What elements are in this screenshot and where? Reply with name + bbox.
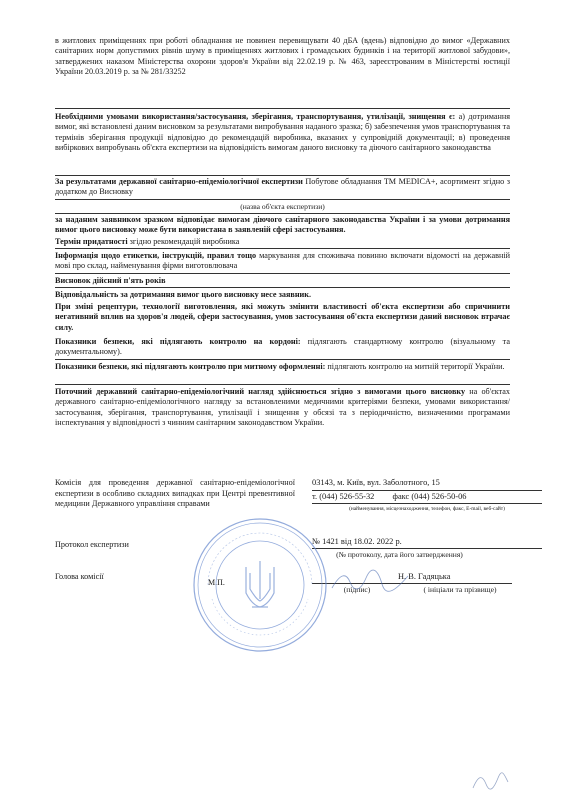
paragraph-validity (55, 276, 510, 286)
usage-conditions-heading: Необхідними умовами використання/застосування, зберігання, транспортування, утилізації, знищення є: (55, 112, 456, 121)
divider (55, 175, 510, 176)
head-name: Н. В. Гадяцька (398, 572, 451, 581)
customs-control-heading: Показники безпеки, які підлягають контролю при митному оформленні: (55, 362, 326, 371)
object-name-caption: (назва об'єкта експертизи) (240, 202, 325, 211)
noise-limit-text: в житлових приміщеннях при роботі обладнання не повинен перевищувати 40 дБА (вдень) відповідно до вимог «Державних санітарних норм допустимих рівнів шуму в приміщеннях житлових і громадських будинків і на території житлової забудови», затверджених наказом Міністерства охорони здоров'я України від 22.02.19 р. № 463, зареєстрованим в Міністерстві юстиції України 20.03.2019 р. за № 281/33252 (55, 36, 510, 77)
initials-caption: ( ініціали та прізвище) (423, 585, 497, 594)
customs-control-text: підлягають контролю на митній території України. (325, 362, 505, 371)
divider (55, 213, 510, 214)
commission-address: 03143, м. Київ, вул. Заболотного, 15 (312, 478, 440, 487)
responsibility-text: Відповідальність за дотримання вимог цього висновку несе заявник. (55, 290, 312, 299)
shelf-life-label: Термін придатності (55, 237, 128, 246)
divider (312, 503, 542, 504)
paragraph-recipe-change (55, 302, 510, 333)
expertise-object-name: Побутове обладнання ТМ MEDICA+, асортимент згідно з додатком до Висновку (55, 177, 510, 197)
paragraph-shelf-life (55, 237, 510, 247)
labeling-heading: Інформація щодо етикетки, інструкцій, правил тощо (55, 251, 257, 260)
paragraph-compliance (55, 215, 510, 236)
compliance-text: за наданим заявником зразком відповідає вимогам діючого санітарного законодавства України і за умови дотримання вимог цього висновку може бути використана в заявленій сфері застосування. (55, 215, 510, 235)
paragraph-usage-conditions (55, 112, 510, 154)
shelf-life-value: згідно рекомендацій виробника (127, 237, 240, 246)
paragraph-customs-control (55, 362, 510, 372)
address-caption: (найменування, місцезнаходження, телефон, факс, E-mail, веб-сайт) (349, 506, 505, 512)
supervision-heading: Поточний державний санітарно-епідеміологічний нагляд здійснюється згідно з вимогами цього висновку (55, 387, 466, 396)
validity-text: Висновок дійсний п'ять років (55, 276, 166, 285)
signature-caption: (підпис) (343, 585, 371, 594)
divider (312, 490, 542, 491)
divider (55, 199, 510, 200)
protocol-label: Протокол експертизи (55, 540, 129, 549)
recipe-change-text: При зміні рецептури, технології виготовлення, які можуть змінити властивості об'єкта експертизи або спричинити негативний вплив на здоров'я людей, сфери застосування, умов застосування об'єкта експертизи даний висновок втрачає силу. (55, 302, 510, 332)
phone-number: т. (044) 526-55-32 (312, 492, 375, 501)
divider (312, 548, 542, 549)
paragraph-responsibility (55, 290, 510, 300)
usage-conditions-text: а) дотримання вимог, які встановлені даним висновком за результатами випробування наданого зразка; б) забезпечення умов транспортування та термінів зберігання продукції відповідно до рекомендацій виробника, вказаних у супровідній документації; в) проведення вибіркових випробувань об'єкта експертизи на відповідність вимогам даного висновку та діючого санітарного законодавства (55, 112, 510, 153)
divider (55, 248, 510, 249)
protocol-caption: (№ протоколу, дата його затвердження) (336, 550, 463, 559)
paragraph-labeling (55, 251, 510, 272)
signature-scribble (330, 568, 410, 594)
supervision-text: на об'єктах державного санітарно-епідеміологічного нагляду за встановленими медичними критеріями безпеки, умовами використання/застосування, зберігання, транспортування, утилізації і знищення у обсязі та з періодичністю, визначеними програмами інспектування у відповідності з чинним санітарним законодавством України. (55, 387, 510, 428)
fax-number: факс (044) 526-50-06 (392, 492, 467, 501)
paragraph-expertise-result (55, 177, 510, 198)
contact-row (312, 492, 542, 501)
labeling-text: маркування для споживача повинно включати відомості на державній мові про склад, найменування фірми виготовлювача (55, 251, 510, 271)
paragraph-border-control (55, 337, 510, 358)
divider (55, 273, 510, 274)
divider (55, 108, 510, 109)
divider (55, 384, 510, 385)
paragraph-supervision (55, 387, 510, 429)
divider (55, 359, 510, 360)
official-stamp-icon (190, 515, 330, 655)
border-control-text: підлягають стандартному контролю (візуальному та документальному). (55, 337, 510, 357)
protocol-number: № 1421 від 18.02. 2022 р. (312, 537, 402, 546)
expertise-result-heading: За результатами державної санітарно-епідеміологічної експертизи (55, 177, 303, 186)
corner-mark-icon (470, 770, 510, 792)
mp-label: М.П. (208, 578, 225, 587)
commission-name: Комісія для проведення державної санітарно-епідеміологічної експертизи в особливо складних випадках при Центрі превентивної медицини Державного управління справами (55, 478, 295, 509)
paragraph-noise-limit (55, 36, 510, 78)
border-control-heading: Показники безпеки, які підлягають контролю на кордоні: (55, 337, 301, 346)
divider (55, 287, 510, 288)
head-label: Голова комісії (55, 572, 104, 581)
